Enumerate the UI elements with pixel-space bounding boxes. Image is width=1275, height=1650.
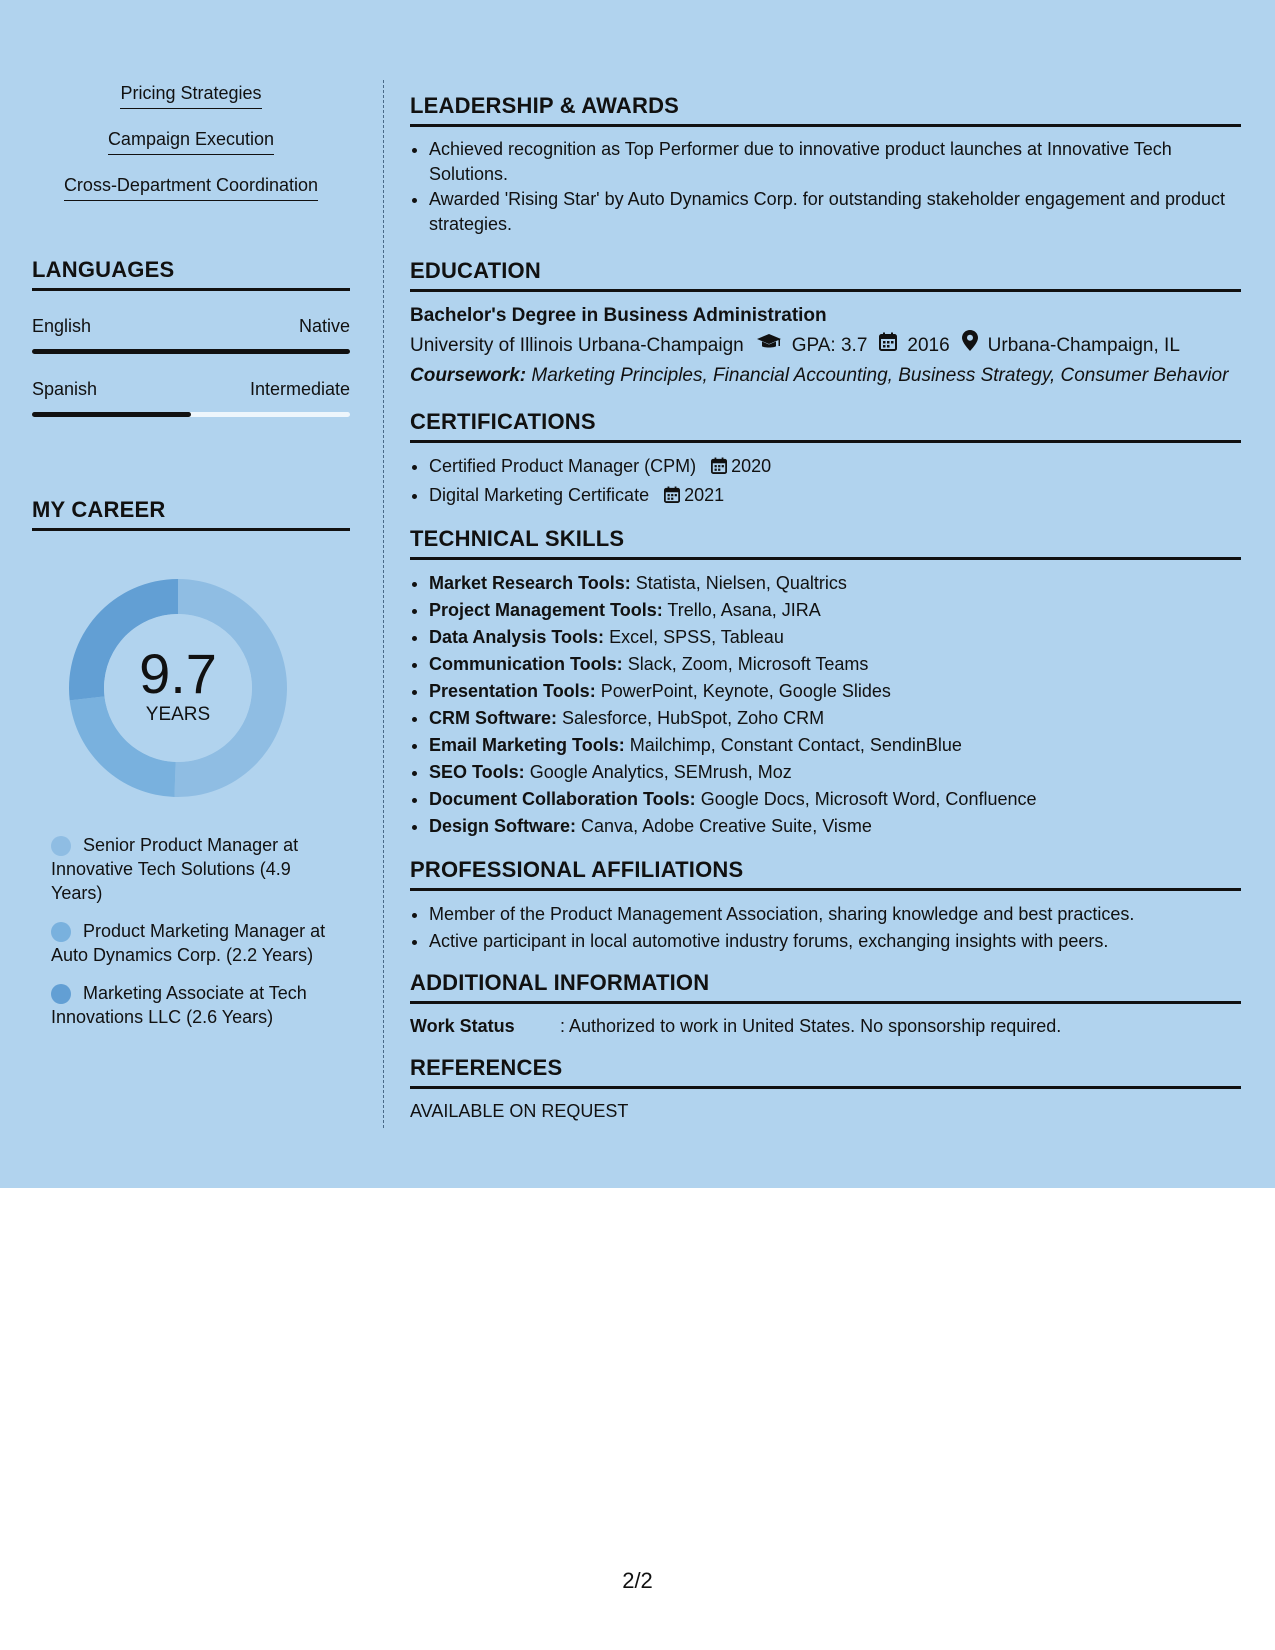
references-section [410, 1054, 1241, 1123]
skill-label: Email Marketing Tools: [429, 735, 625, 755]
list-item: • Awarded 'Rising Star' by Auto Dynamics Corp. for outstanding stakeholder engagement and product strategies. [429, 187, 1241, 237]
skill-label: Design Software: [429, 816, 577, 836]
education-meta [410, 330, 1241, 361]
work-status-row [410, 1014, 1241, 1038]
gpa: GPA: 3.7 [791, 334, 868, 356]
skill-value: Slack, Zoom, Microsoft Teams [627, 654, 869, 674]
work-status-label: Work Status [410, 1016, 515, 1036]
main-content [410, 92, 1241, 1137]
career-legend [51, 833, 341, 1043]
section-heading: REFERENCES [410, 1054, 1241, 1089]
skill-item [429, 813, 1241, 840]
language-row [32, 315, 350, 337]
list-item: • Active participant in local automotive industry forums, exchanging insights with peers. [429, 928, 1241, 955]
languages-heading: LANGUAGES [32, 256, 350, 291]
location-pin-icon [962, 330, 978, 361]
leadership-section [410, 92, 1241, 237]
skill-label: Market Research Tools: [429, 573, 631, 593]
education-section [410, 257, 1241, 388]
skill-value: Google Analytics, SEMrush, Moz [529, 762, 792, 782]
skill-label: CRM Software: [429, 708, 558, 728]
career-heading: MY CAREER [32, 496, 350, 531]
section-heading: ADDITIONAL INFORMATION [410, 969, 1241, 1004]
certification-date [711, 456, 771, 476]
school-name: University of Illinois Urbana-Champaign [410, 334, 744, 356]
calendar-icon [711, 455, 727, 482]
skill-value: Salesforce, HubSpot, Zoho CRM [562, 708, 825, 728]
language-bar [32, 349, 350, 354]
section-heading: PROFESSIONAL AFFILIATIONS [410, 856, 1241, 891]
certification-date [664, 485, 724, 505]
skill-label: Project Management Tools: [429, 600, 663, 620]
calendar-icon [879, 331, 897, 361]
career-total: 9.7 [139, 642, 217, 705]
legend-dot-icon [51, 984, 71, 1004]
skill-value: Canva, Adobe Creative Suite, Visme [581, 816, 872, 836]
language-row [32, 378, 350, 400]
references-text: AVAILABLE ON REQUEST [410, 1101, 629, 1121]
certification-item [429, 482, 1241, 511]
skill-label: Data Analysis Tools: [429, 627, 605, 647]
certifications-list [410, 453, 1241, 511]
section-heading: TECHNICAL SKILLS [410, 525, 1241, 560]
language-name: English [32, 316, 92, 336]
skill-item [429, 651, 1241, 678]
skill-label: Document Collaboration Tools: [429, 789, 696, 809]
list-item: • Member of the Product Management Association, sharing knowledge and best practices. [429, 901, 1241, 928]
certifications-section [410, 408, 1241, 511]
skill-tag: Cross-Department Coordination [64, 172, 318, 201]
language-name: Spanish [32, 379, 98, 399]
skill-item [429, 732, 1241, 759]
career-donut-chart [66, 576, 290, 800]
legend-dot-icon [51, 836, 71, 856]
career-legend-item [51, 919, 341, 967]
skill-value: Google Docs, Microsoft Word, Confluence [700, 789, 1037, 809]
section-heading: EDUCATION [410, 257, 1241, 292]
skill-item [429, 624, 1241, 651]
skill-item [429, 786, 1241, 813]
coursework-label: Coursework: [410, 365, 527, 386]
language-bar-fill [32, 412, 191, 417]
section-heading: CERTIFICATIONS [410, 408, 1241, 443]
school-location: Urbana-Champaign, IL [987, 334, 1180, 356]
language-level: Native [298, 316, 350, 336]
degree-title: Bachelor's Degree in Business Administration [410, 305, 827, 326]
language-bar [32, 412, 350, 417]
certification-name: Certified Product Manager (CPM) [429, 456, 697, 476]
skill-item [429, 570, 1241, 597]
certification-year: 2021 [684, 485, 725, 505]
work-status-value: : Authorized to work in United States. No sponsorship required. [560, 1016, 1062, 1036]
career-legend-label: Product Marketing Manager at Auto Dynamics Corp. (2.2 Years) [51, 921, 326, 965]
career-donut-center [66, 576, 290, 800]
certification-name: Digital Marketing Certificate [429, 485, 650, 505]
skill-value: Trello, Asana, JIRA [667, 600, 821, 620]
technical-skills-section [410, 525, 1241, 840]
skill-label: Presentation Tools: [429, 681, 596, 701]
coursework-list: Marketing Principles, Financial Accounting, Business Strategy, Consumer Behavior [531, 365, 1229, 386]
affiliations-list [410, 901, 1241, 955]
graduation-year: 2016 [907, 334, 950, 356]
page-number: 2/2 [622, 1568, 653, 1593]
skill-tags [32, 80, 350, 218]
graduation-cap-icon [756, 331, 782, 361]
skill-tag: Pricing Strategies [120, 80, 261, 109]
skill-value: Excel, SPSS, Tableau [609, 627, 784, 647]
coursework [410, 363, 1241, 388]
skill-item [429, 759, 1241, 786]
leadership-list [410, 137, 1241, 237]
section-heading: LEADERSHIP & AWARDS [410, 92, 1241, 127]
skill-value: Statista, Nielsen, Qualtrics [635, 573, 847, 593]
skill-label: Communication Tools: [429, 654, 623, 674]
language-level: Intermediate [249, 379, 350, 399]
skill-tag: Campaign Execution [108, 126, 274, 155]
career-legend-label: Marketing Associate at Tech Innovations LLC (2.6 Years) [51, 983, 307, 1027]
affiliations-section [410, 856, 1241, 955]
certification-year: 2020 [731, 456, 772, 476]
skill-item [429, 705, 1241, 732]
skill-item [429, 678, 1241, 705]
career-legend-item [51, 833, 341, 905]
career-unit: YEARS [145, 704, 211, 725]
career-legend-label: Senior Product Manager at Innovative Tech Solutions (4.9 Years) [51, 835, 299, 903]
list-item: • Achieved recognition as Top Performer due to innovative product launches at Innovative Tech Solutions. [429, 137, 1241, 187]
skill-item [429, 597, 1241, 624]
technical-skills-list [410, 570, 1241, 840]
language-bar-fill [32, 349, 350, 354]
additional-info-section [410, 969, 1241, 1038]
skill-value: PowerPoint, Keynote, Google Slides [600, 681, 891, 701]
career-legend-item [51, 981, 341, 1029]
column-divider [383, 80, 384, 1128]
certification-item [429, 453, 1241, 482]
sidebar [32, 80, 350, 1027]
calendar-icon [664, 484, 680, 511]
skill-value: Mailchimp, Constant Contact, SendinBlue [629, 735, 962, 755]
legend-dot-icon [51, 922, 71, 942]
skill-label: SEO Tools: [429, 762, 525, 782]
